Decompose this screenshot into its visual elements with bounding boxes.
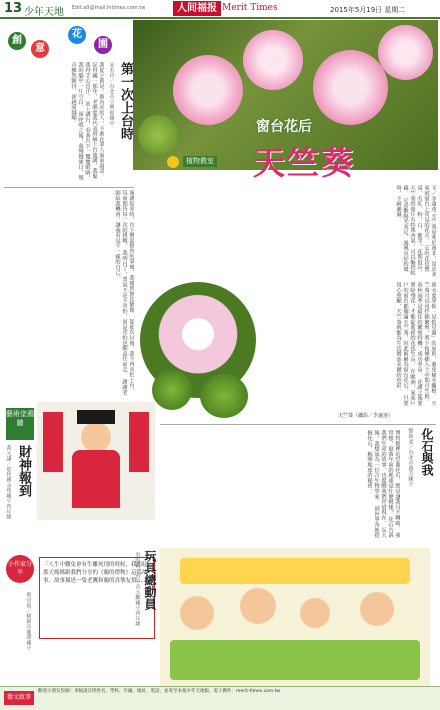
editor-email: Edit:a9@mail.intimes.com.tw bbox=[72, 5, 146, 11]
paragraph: 我從小就是一個內向的人，不敢在眾人面前說話。 bbox=[98, 62, 104, 179]
paragraph: 澆水要掌握「見乾見濕」的原則，避免積水爛根。 bbox=[430, 282, 436, 399]
paragraph: 博物館裡的恐龍化石，總是讓我目不轉睛。 bbox=[394, 430, 400, 531]
paragraph: 天竺葵可以用扦插繁殖，剪下枝條插入土中即可生根。 bbox=[423, 282, 436, 406]
newspaper-logo-en: Merit Times bbox=[222, 3, 278, 13]
footer-text: 歡迎小朋友投稿！來稿請註明姓名、學校、年級、地址、電話，並寄至本報少年天地版。電子郵件：merit-times.com.tw bbox=[38, 689, 281, 694]
article-byline: 宋若玲／台北市立興福國中 bbox=[108, 62, 114, 126]
art-byline: 吳昀軒／台中市大鵬國小四年級 bbox=[134, 552, 140, 627]
paragraph: 從那次以後，我不再害怕上台，反而期待每一次的挑戰。 bbox=[121, 190, 134, 394]
art-title: 財神報到 bbox=[16, 445, 31, 497]
art-byline: 黃元謙／彰化縣永靖國小四年級 bbox=[5, 445, 11, 520]
divider bbox=[4, 187, 134, 188]
paragraph: 我常想，億萬年前的地球是什麼模樣？ bbox=[387, 430, 400, 538]
paragraph: 在歐洲，家家戶戶的窗台都擺滿天竺葵，因此被稱為窗台花后。 bbox=[402, 282, 415, 406]
leaf-photo bbox=[200, 374, 248, 418]
paragraph: 到世界各地挖掘化石，解開地球的秘密。 bbox=[366, 430, 379, 538]
column-tag: 植物教室 bbox=[183, 156, 217, 167]
paragraph: 天竺葵的葉片有特殊香氣，可以驅趕蚊蟲。 bbox=[402, 185, 415, 276]
divider bbox=[160, 424, 436, 425]
ornament-tag-4: 園 bbox=[94, 36, 112, 54]
article-body bbox=[160, 430, 400, 542]
byline: 文／李遠達 bbox=[430, 185, 436, 212]
newspaper-logo: 人间福报 bbox=[173, 1, 221, 16]
paragraph: 花謝之後要剪除殘花，才能促進新的花苞生長。 bbox=[409, 282, 422, 406]
article-byline: 劉筱柔／台北市萬芳國小 bbox=[407, 428, 413, 487]
quote-label: 小作家分享 bbox=[6, 555, 34, 583]
paragraph: 它喜歡陽光充足、通風良好的環境，不耐潮濕。 bbox=[395, 185, 408, 272]
paragraph: 春秋兩季是最佳的繁殖時機，成功率高。 bbox=[416, 282, 422, 378]
page-number: 13 bbox=[4, 1, 23, 16]
article-title: 第一次上台時 bbox=[118, 62, 133, 140]
issue-date: 2015年5月19日 星期二 bbox=[330, 6, 406, 14]
article-body-continued bbox=[4, 190, 134, 395]
feature-subtitle: 窗台花后 bbox=[256, 119, 312, 135]
ornament-group bbox=[6, 22, 116, 62]
paragraph: 天竺葵原產於南非，是許多家庭窗台上常見的花卉。 bbox=[423, 185, 436, 277]
art-title: 玩具總動員 bbox=[143, 550, 157, 610]
article-title: 化石與我 bbox=[420, 428, 434, 476]
page-header bbox=[0, 0, 440, 19]
ornament-tag-1: 創 bbox=[8, 32, 26, 50]
paragraph: 站上講台，看著台下一雙雙眼睛，我的腦中一片空白。 bbox=[77, 62, 90, 181]
paragraph: 記得國一那年，老師要我代表班級上台演講，我緊張得手心冒汗。 bbox=[84, 62, 97, 179]
toy-story-artwork bbox=[160, 548, 430, 686]
feature-body-top bbox=[140, 185, 436, 277]
paragraph: 只要用心照顧，天竺葵就能為生活增添美麗的色彩。 bbox=[395, 282, 408, 406]
art-badge: 藝術塗鴉牆 bbox=[6, 408, 34, 440]
leaf-photo bbox=[152, 370, 192, 410]
photo-caption: 天竺葵（攝影／李遠達） bbox=[338, 413, 394, 419]
flower-icon bbox=[167, 156, 179, 168]
paragraph: 演講結束時，台下響起熱烈的掌聲，我感到無比驕傲。 bbox=[128, 190, 134, 318]
paragraph: 我明白了，勇氣不是不害怕，而是害怕也願意往前走。 bbox=[121, 250, 127, 378]
feature-body-mid bbox=[262, 282, 436, 407]
ornament-tag-2: 意 bbox=[31, 40, 49, 58]
paragraph: 長大後，我想成為一位古生物學家。 bbox=[373, 430, 386, 538]
ornament-tag-3: 花 bbox=[68, 26, 86, 44]
paragraph: 化石告訴我們生命的故事，也提醒我們珍惜現在。 bbox=[380, 430, 393, 538]
cartoon-artwork bbox=[37, 402, 155, 520]
footer-label: 徵文啟事 bbox=[4, 691, 34, 705]
section-title: 少年天地 bbox=[24, 7, 64, 18]
quote-text: 「人生中難免會有生離死別的時候，我想起那天媽媽跟我們分享的《蘭的禮物》這篇故事。故事描述一隻老鷹和蘭的真摯友情……」 bbox=[43, 562, 154, 584]
paragraph: 它的花色豐富，有紅、粉、白、紫等，花期很長。 bbox=[416, 185, 429, 276]
article-body bbox=[4, 62, 104, 182]
article-first-time-on-stage bbox=[4, 60, 134, 185]
paragraph: 深呼吸之後，我慢慢開口，聲音雖然顫抖，卻越說越順。 bbox=[70, 62, 83, 181]
quote-author: 蔡宜庭／桃園市龍潭國小 bbox=[25, 592, 31, 651]
paragraph: 謝謝老師給我機會，讓我看見不一樣的自己。 bbox=[114, 190, 127, 395]
feature-title: 天竺葵 bbox=[253, 144, 356, 182]
page-footer bbox=[0, 686, 440, 710]
